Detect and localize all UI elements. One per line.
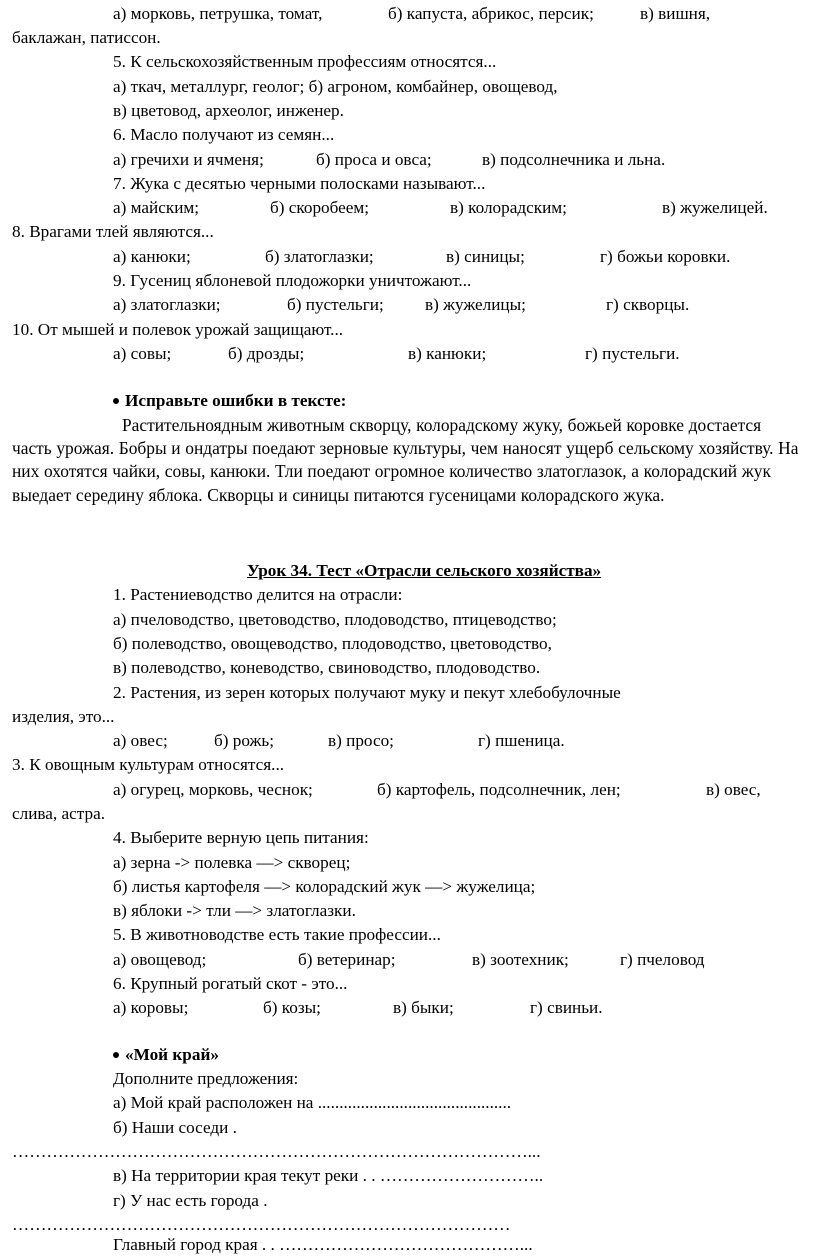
l34-q3-answer-b: б) картофель, подсолнечник, лен; <box>377 780 621 799</box>
l34-q2-question: 2. Растения, из зерен которых получают муку и пекут хлебобулочные <box>113 683 621 702</box>
my-region-item-a: а) Мой край расположен на ............................................. <box>113 1093 512 1112</box>
my-region-item-c: в) На территории края текут реки . . ……………………….. <box>113 1166 544 1185</box>
q5-answers-line2: в) цветовод, археолог, инженер. <box>113 101 344 120</box>
l34-q2-question-continued: изделия, это... <box>12 707 115 726</box>
q9-answer-a: а) златоглазки; <box>113 295 221 314</box>
my-region-instruction: Дополните предложения: <box>113 1069 299 1088</box>
l34-q1-answer-c: в) полеводство, коневодство, свиноводство, плодоводство. <box>113 658 541 677</box>
q7-answer-a: а) майским; <box>113 198 200 217</box>
l34-q4-question: 4. Выберите верную цепь питания: <box>113 828 369 847</box>
l34-q5-answer-b: б) ветеринар; <box>298 950 396 969</box>
q4-answer-c: в) вишня, <box>640 4 711 23</box>
q9-answer-c: в) жужелицы; <box>425 295 526 314</box>
fill-in-dots: …………………………………………………………………………… <box>12 1215 511 1234</box>
q4-answer-b: б) капуста, абрикос, персик; <box>388 4 594 23</box>
q8-answer-a: а) канюки; <box>113 247 191 266</box>
q8-answer-d: г) божьи коровки. <box>600 247 731 266</box>
l34-q3-answer-a: а) огурец, морковь, чеснок; <box>113 780 313 799</box>
l34-q2-answer-c: в) просо; <box>328 731 394 750</box>
l34-q2-answer-a: а) овес; <box>113 731 168 750</box>
l34-q4-answer-c: в) яблоки -> тли —> златоглазки. <box>113 901 356 920</box>
l34-q3-answer-c-continued: слива, астра. <box>12 804 106 823</box>
q10-answer-d: г) пустельги. <box>585 344 680 363</box>
l34-q4-answer-b: б) листья картофеля —> колорадский жук —> жужелица; <box>113 877 536 896</box>
q9-answer-d: г) скворцы. <box>606 295 690 314</box>
q7-answer-d: в) жужелицей. <box>662 198 768 217</box>
fill-in-dots: ………………………………………………………………………………... <box>12 1142 541 1161</box>
q8-question: 8. Врагами тлей являются... <box>12 222 214 241</box>
l34-q5-answer-d: г) пчеловод <box>620 950 705 969</box>
q7-answer-b: б) скоробеем; <box>270 198 370 217</box>
q10-answer-a: а) совы; <box>113 344 172 363</box>
l34-q6-question: 6. Крупный рогатый скот - это... <box>113 974 348 993</box>
q5-answers-line1: а) ткач, металлург, геолог; б) агроном, комбайнер, овощевод, <box>113 77 558 96</box>
q10-answer-c: в) канюки; <box>408 344 487 363</box>
l34-q2-answer-b: б) рожь; <box>214 731 275 750</box>
q5-question: 5. К сельскохозяйственным профессиям относятся... <box>113 52 497 71</box>
my-region-item-b: б) Наши соседи . <box>113 1118 237 1137</box>
l34-q1-answer-a: а) пчеловодство, цветоводство, плодоводство, птицеводство; <box>113 610 557 629</box>
q6-answer-c: в) подсолнечника и льна. <box>482 150 666 169</box>
my-region-heading: «Мой край» <box>125 1045 219 1064</box>
q9-question: 9. Гусениц яблоневой плодожорки уничтожают... <box>113 271 472 290</box>
l34-q6-answer-b: б) козы; <box>263 998 321 1017</box>
l34-q5-question: 5. В животноводстве есть такие профессии... <box>113 925 441 944</box>
l34-q2-answer-d: г) пшеница. <box>478 731 565 750</box>
q8-answer-c: в) синицы; <box>446 247 525 266</box>
l34-q5-answer-c: в) зоотехник; <box>472 950 569 969</box>
q7-answer-c: в) колорадским; <box>450 198 567 217</box>
q6-answer-b: б) проса и овса; <box>316 150 432 169</box>
q10-question: 10. От мышей и полевок урожай защищают... <box>12 320 344 339</box>
l34-q6-answer-c: в) быки; <box>393 998 454 1017</box>
my-region-item-d: г) У нас есть города . <box>113 1191 268 1210</box>
l34-q3-answer-c: в) овес, <box>706 780 761 799</box>
l34-q4-answer-a: а) зерна -> полевка —> скворец; <box>113 853 351 872</box>
my-region-item-e: Главный город края . . ……………………………………... <box>113 1235 533 1254</box>
l34-q1-answer-b: б) полеводство, овощеводство, плодоводство, цветоводство, <box>113 634 552 653</box>
q4-answer-c-continued: баклажан, патиссон. <box>12 28 161 47</box>
bullet-icon <box>113 1052 119 1058</box>
l34-q6-answer-a: а) коровы; <box>113 998 189 1017</box>
l34-q5-answer-a: а) овощевод; <box>113 950 207 969</box>
q4-answer-a: а) морковь, петрушка, томат, <box>113 4 323 23</box>
l34-q6-answer-d: г) свиньи. <box>530 998 603 1017</box>
q6-answer-a: а) гречихи и ячменя; <box>113 150 264 169</box>
l34-q1-question: 1. Растениеводство делится на отрасли: <box>113 585 403 604</box>
lesson-title: Урок 34. Тест «Отрасли сельского хозяйства» <box>247 561 602 580</box>
q9-answer-b: б) пустельги; <box>287 295 384 314</box>
bullet-icon <box>113 398 119 404</box>
q8-answer-b: б) златоглазки; <box>265 247 374 266</box>
q7-question: 7. Жука с десятью черными полосками называют... <box>113 174 486 193</box>
errors-task-text: Растительноядным животным скворцу, колорадскому жуку, божьей коровке достается часть урожая. Бобры и ондатры поедают зерновые культуры, чем наносят ущерб сельскому хозяйству. На них охотятся чайки, совы, канюки. Тли поедают огромное количество златоглазок, а колорадский жук выедает середину яблока. Скворцы и синицы питаются гусеницами колорадского жука. <box>12 415 799 505</box>
q6-question: 6. Масло получают из семян... <box>113 125 335 144</box>
l34-q3-question: 3. К овощным культурам относятся... <box>12 755 285 774</box>
q10-answer-b: б) дрозды; <box>228 344 305 363</box>
errors-task-heading: Исправьте ошибки в тексте: <box>125 391 347 410</box>
